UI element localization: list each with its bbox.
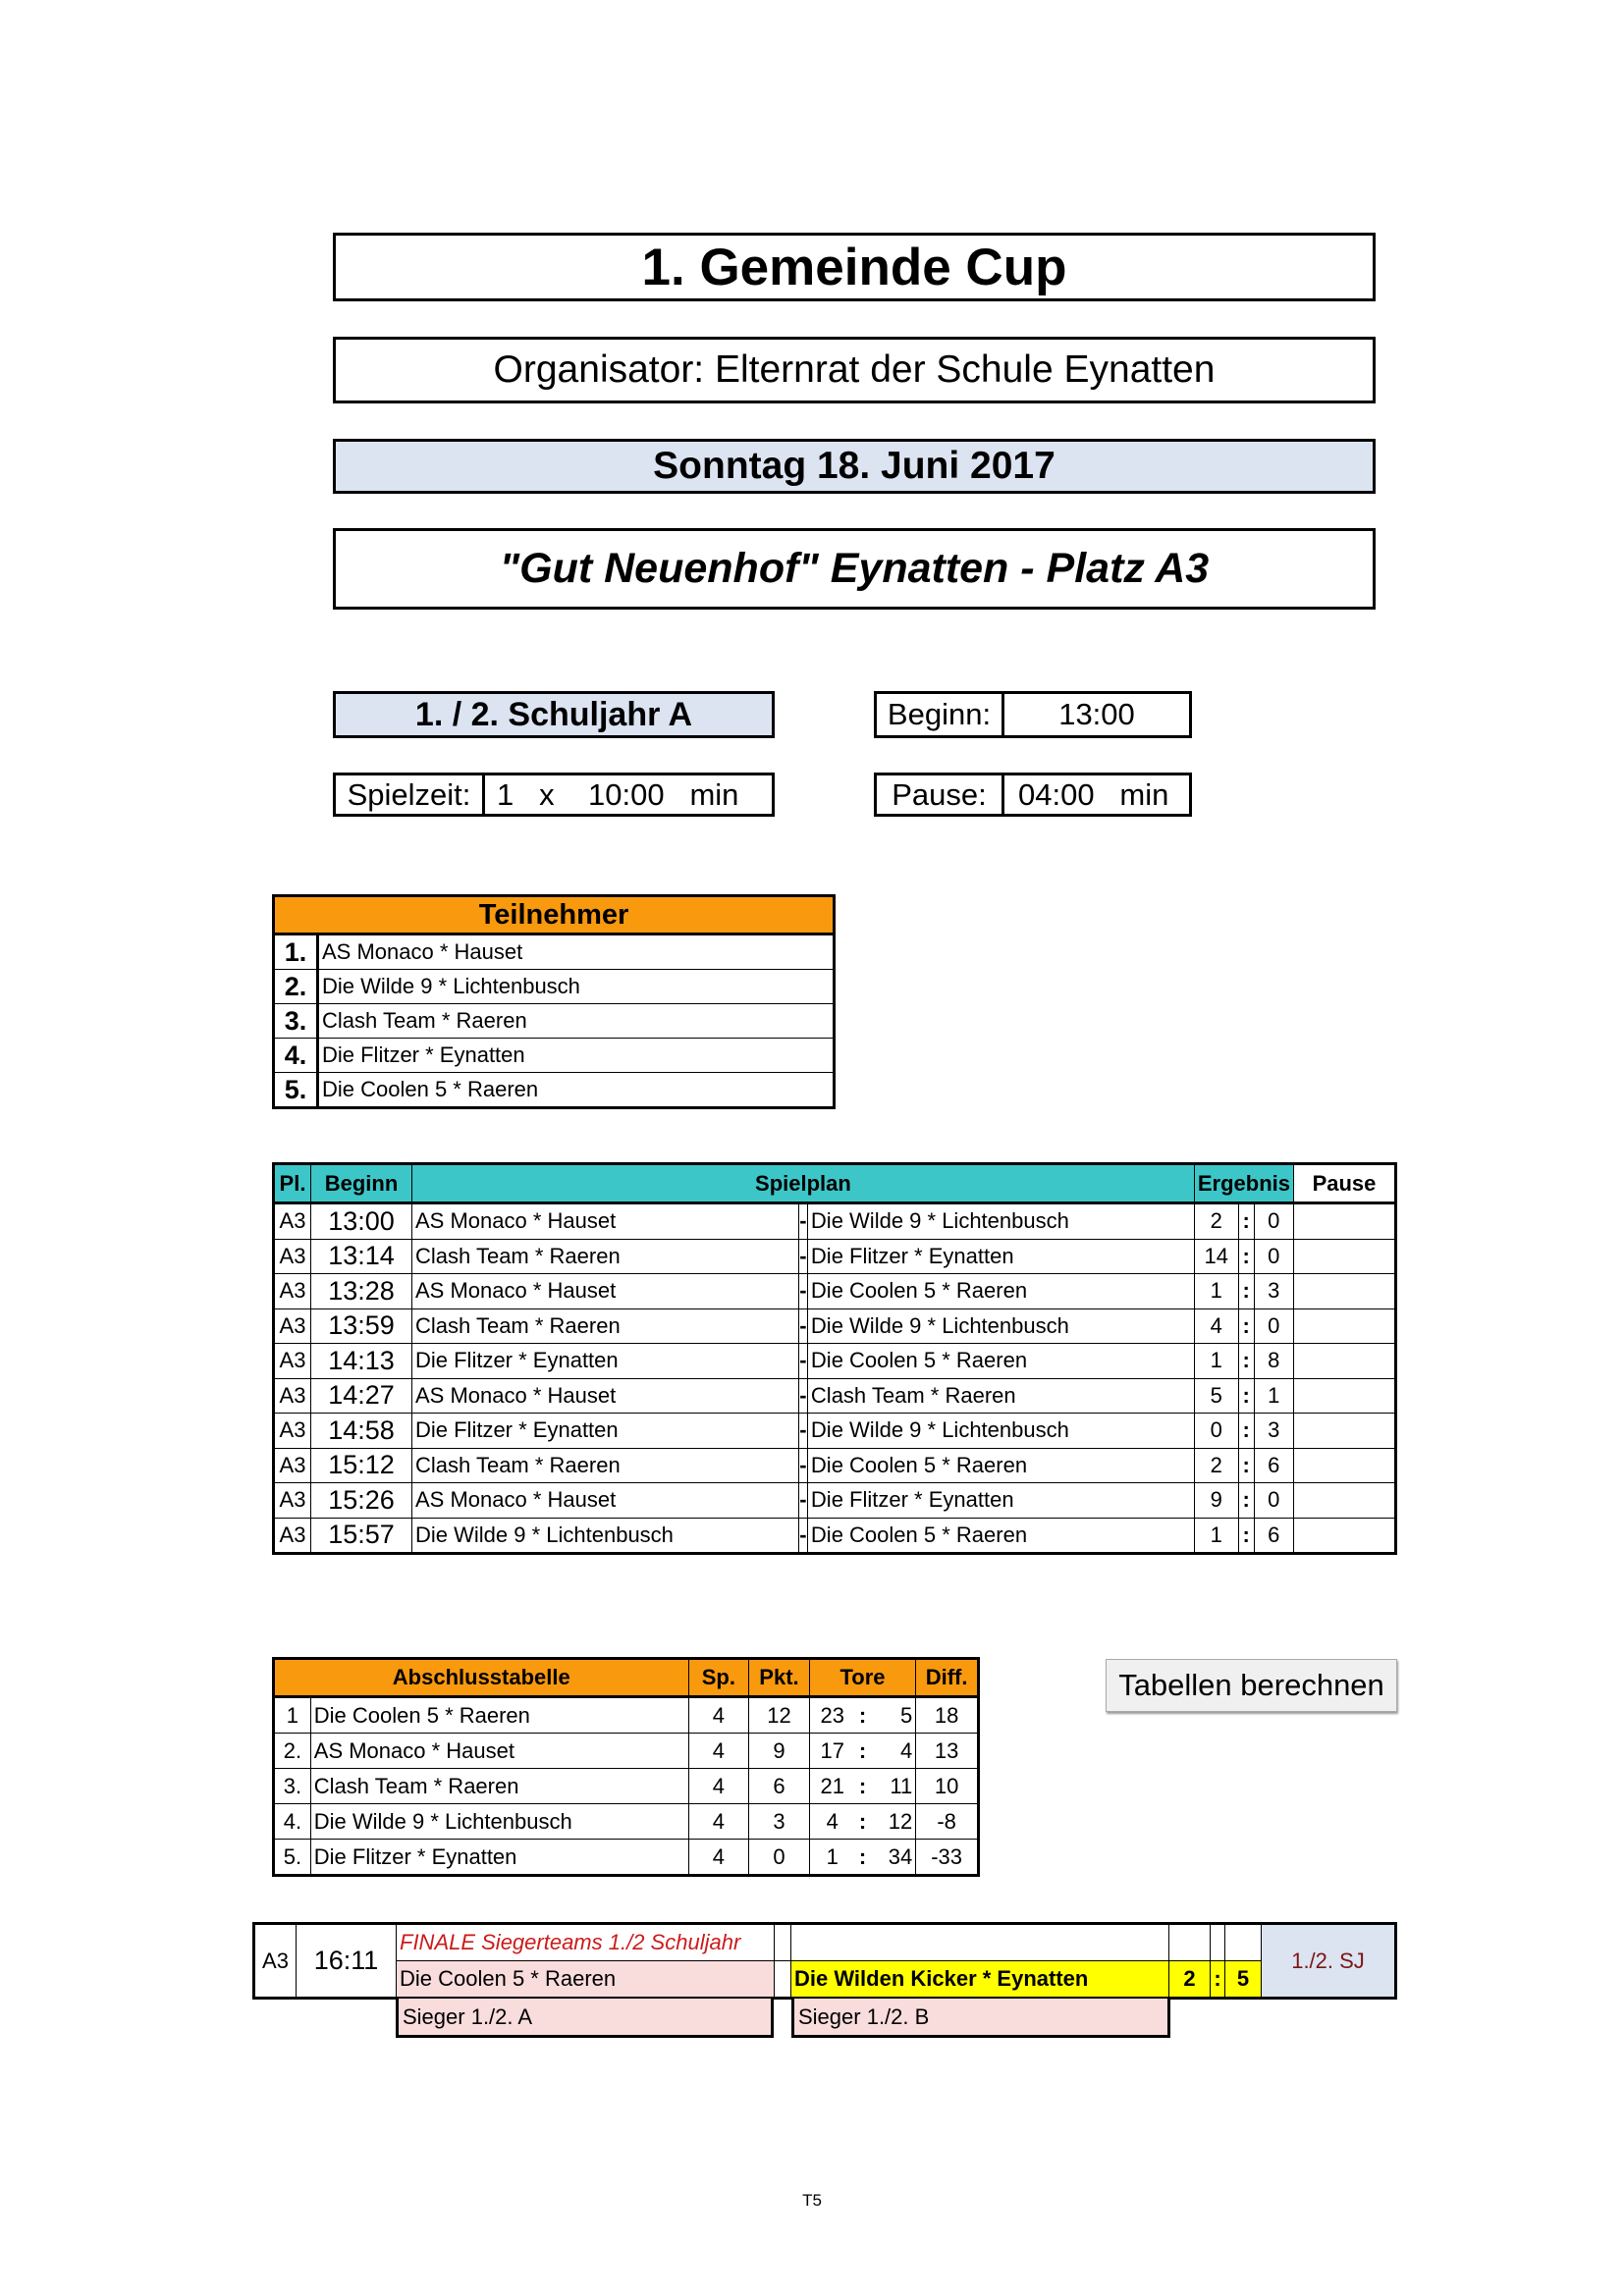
pause-value: 04:00 min (1018, 776, 1169, 812)
match-pause (1294, 1378, 1396, 1414)
match-dash: - (798, 1203, 807, 1240)
match-time: 13:00 (311, 1203, 412, 1240)
table-row (274, 1004, 835, 1039)
spielzeit-label: Spielzeit: (336, 775, 485, 814)
pause-field (874, 773, 1192, 817)
match-time: 13:59 (311, 1308, 412, 1344)
match-pause (1294, 1518, 1396, 1554)
table-row (274, 1344, 1396, 1379)
match-score-home: 2 (1194, 1203, 1238, 1240)
col-pl: Pl. (274, 1164, 311, 1203)
rank-cell: 5. (274, 1840, 311, 1876)
col-pause: Pause (1294, 1164, 1396, 1203)
spielzeit-value: 1 x 10:00 min (497, 776, 739, 812)
match-place: A3 (274, 1448, 311, 1483)
match-away-team: Die Coolen 5 * Raeren (807, 1518, 1194, 1554)
match-score-away: 0 (1254, 1483, 1293, 1519)
match-place: A3 (274, 1203, 311, 1240)
match-score-away: 3 (1254, 1274, 1293, 1309)
match-home-team: Clash Team * Raeren (412, 1308, 799, 1344)
goals-against: 34 (870, 1840, 915, 1876)
match-score-away: 0 (1254, 1203, 1293, 1240)
match-dash: - (798, 1483, 807, 1519)
match-score-home: 9 (1194, 1483, 1238, 1519)
goals-for: 23 (809, 1697, 854, 1734)
match-dash: - (798, 1448, 807, 1483)
match-place: A3 (274, 1378, 311, 1414)
match-time: 14:58 (311, 1414, 412, 1449)
table-row (274, 1073, 835, 1108)
match-score-away: 0 (1254, 1308, 1293, 1344)
match-time: 15:57 (311, 1518, 412, 1554)
table-row (274, 1769, 979, 1804)
table-row (274, 1308, 1396, 1344)
team-name: Die Coolen 5 * Raeren (310, 1697, 688, 1734)
goals-colon: : (855, 1769, 871, 1804)
match-place: A3 (274, 1274, 311, 1309)
col-beginn: Beginn (311, 1164, 412, 1203)
match-dash: - (798, 1378, 807, 1414)
col-sp: Sp. (688, 1659, 749, 1697)
match-score-away: 6 (1254, 1518, 1293, 1554)
page-title: 1. Gemeinde Cup (333, 233, 1376, 301)
table-row (274, 934, 835, 970)
finale-team-a: Die Coolen 5 * Raeren (397, 1961, 775, 1999)
match-score-home: 1 (1194, 1274, 1238, 1309)
row-number: 2. (274, 970, 318, 1004)
team-name: Die Wilde 9 * Lichtenbusch (310, 1804, 688, 1840)
match-colon: : (1238, 1414, 1254, 1449)
row-number: 5. (274, 1073, 318, 1108)
match-time: 15:26 (311, 1483, 412, 1519)
finale-sj: 1./2. SJ (1262, 1924, 1396, 1999)
games-played: 4 (688, 1840, 749, 1876)
match-score-home: 0 (1194, 1414, 1238, 1449)
beginn-label: Beginn: (877, 694, 1004, 735)
beginn-value: 13:00 (1058, 697, 1135, 731)
match-colon: : (1238, 1448, 1254, 1483)
goals-for: 1 (809, 1840, 854, 1876)
finale-time: 16:11 (297, 1924, 397, 1999)
match-score-home: 1 (1194, 1518, 1238, 1554)
match-home-team: Clash Team * Raeren (412, 1239, 799, 1274)
table-row (274, 1697, 979, 1734)
match-time: 14:13 (311, 1344, 412, 1379)
table-row (274, 1414, 1396, 1449)
row-number: 1. (274, 934, 318, 970)
spielplan-table (272, 1162, 1397, 1555)
table-row (274, 1804, 979, 1840)
match-place: A3 (274, 1344, 311, 1379)
finale-score-a: 2 (1169, 1961, 1211, 1999)
match-dash: - (798, 1274, 807, 1309)
match-home-team: AS Monaco * Hauset (412, 1203, 799, 1240)
match-place: A3 (274, 1414, 311, 1449)
goals-for: 4 (809, 1804, 854, 1840)
col-diff: Diff. (916, 1659, 979, 1697)
games-played: 4 (688, 1697, 749, 1734)
match-away-team: Die Flitzer * Eynatten (807, 1483, 1194, 1519)
match-away-team: Die Wilde 9 * Lichtenbusch (807, 1203, 1194, 1240)
match-away-team: Clash Team * Raeren (807, 1378, 1194, 1414)
team-name: Die Flitzer * Eynatten (318, 1039, 835, 1073)
table-row (274, 1483, 1396, 1519)
match-place: A3 (274, 1483, 311, 1519)
match-dash: - (798, 1308, 807, 1344)
goals-against: 4 (870, 1734, 915, 1769)
match-home-team: Die Flitzer * Eynatten (412, 1344, 799, 1379)
match-score-home: 5 (1194, 1378, 1238, 1414)
beginn-field (874, 691, 1192, 738)
venue-banner: "Gut Neuenhof" Eynatten - Platz A3 (333, 528, 1376, 610)
match-colon: : (1238, 1274, 1254, 1309)
table-row (274, 1274, 1396, 1309)
match-pause (1294, 1203, 1396, 1240)
match-colon: : (1238, 1203, 1254, 1240)
games-played: 4 (688, 1734, 749, 1769)
goal-diff: -33 (916, 1840, 979, 1876)
match-time: 13:14 (311, 1239, 412, 1274)
row-number: 4. (274, 1039, 318, 1073)
finale-score-b: 5 (1225, 1961, 1262, 1999)
date-banner: Sonntag 18. Juni 2017 (333, 439, 1376, 494)
table-row (274, 1039, 835, 1073)
match-away-team: Die Wilde 9 * Lichtenbusch (807, 1414, 1194, 1449)
match-score-home: 2 (1194, 1448, 1238, 1483)
pause-label: Pause: (877, 775, 1004, 814)
match-away-team: Die Coolen 5 * Raeren (807, 1274, 1194, 1309)
match-home-team: Clash Team * Raeren (412, 1448, 799, 1483)
match-home-team: AS Monaco * Hauset (412, 1483, 799, 1519)
col-pkt: Pkt. (749, 1659, 810, 1697)
teilnehmer-table (272, 894, 836, 1109)
sieger-a-label: Sieger 1./2. A (396, 1999, 774, 2038)
match-away-team: Die Coolen 5 * Raeren (807, 1344, 1194, 1379)
team-name: Clash Team * Raeren (310, 1769, 688, 1804)
match-pause (1294, 1239, 1396, 1274)
table-row (274, 1239, 1396, 1274)
match-place: A3 (274, 1518, 311, 1554)
goal-diff: 10 (916, 1769, 979, 1804)
team-name: AS Monaco * Hauset (318, 934, 835, 970)
match-home-team: AS Monaco * Hauset (412, 1378, 799, 1414)
match-score-home: 1 (1194, 1344, 1238, 1379)
match-colon: : (1238, 1308, 1254, 1344)
col-spielplan: Spielplan (412, 1164, 1195, 1203)
goals-against: 11 (870, 1769, 915, 1804)
match-home-team: Die Wilde 9 * Lichtenbusch (412, 1518, 799, 1554)
team-name: Die Coolen 5 * Raeren (318, 1073, 835, 1108)
match-score-away: 3 (1254, 1414, 1293, 1449)
goals-for: 17 (809, 1734, 854, 1769)
match-score-away: 1 (1254, 1378, 1293, 1414)
col-ergebnis: Ergebnis (1194, 1164, 1293, 1203)
table-row (274, 970, 835, 1004)
match-away-team: Die Wilde 9 * Lichtenbusch (807, 1308, 1194, 1344)
games-played: 4 (688, 1804, 749, 1840)
grade-label: 1. / 2. Schuljahr A (333, 691, 775, 738)
match-dash: - (798, 1344, 807, 1379)
match-score-away: 8 (1254, 1344, 1293, 1379)
finale-title: FINALE Siegerteams 1./2 Schuljahr (397, 1924, 775, 1961)
rank-cell: 1 (274, 1697, 311, 1734)
match-colon: : (1238, 1378, 1254, 1414)
match-pause (1294, 1483, 1396, 1519)
match-time: 15:12 (311, 1448, 412, 1483)
goals-for: 21 (809, 1769, 854, 1804)
points: 9 (749, 1734, 810, 1769)
match-dash: - (798, 1239, 807, 1274)
match-score-home: 4 (1194, 1308, 1238, 1344)
points: 6 (749, 1769, 810, 1804)
match-pause (1294, 1448, 1396, 1483)
goals-colon: : (855, 1697, 871, 1734)
rank-cell: 4. (274, 1804, 311, 1840)
sieger-b-label: Sieger 1./2. B (791, 1999, 1170, 2038)
goals-colon: : (855, 1840, 871, 1876)
match-dash: - (798, 1414, 807, 1449)
table-row (274, 1448, 1396, 1483)
match-pause (1294, 1414, 1396, 1449)
match-colon: : (1238, 1518, 1254, 1554)
table-row (274, 1203, 1396, 1240)
goal-diff: 18 (916, 1697, 979, 1734)
teilnehmer-header: Teilnehmer (274, 896, 835, 934)
table-row (274, 1378, 1396, 1414)
match-away-team: Die Flitzer * Eynatten (807, 1239, 1194, 1274)
points: 3 (749, 1804, 810, 1840)
match-place: A3 (274, 1308, 311, 1344)
match-away-team: Die Coolen 5 * Raeren (807, 1448, 1194, 1483)
col-tore: Tore (809, 1659, 915, 1697)
match-pause (1294, 1344, 1396, 1379)
goals-against: 5 (870, 1697, 915, 1734)
organizer-banner: Organisator: Elternrat der Schule Eynatten (333, 337, 1376, 403)
match-place: A3 (274, 1239, 311, 1274)
points: 12 (749, 1697, 810, 1734)
match-colon: : (1238, 1344, 1254, 1379)
games-played: 4 (688, 1769, 749, 1804)
team-name: Die Flitzer * Eynatten (310, 1840, 688, 1876)
match-score-away: 0 (1254, 1239, 1293, 1274)
finale-table: A3 16:11 FINALE Siegerteams 1./2 Schuljahr 1./2. SJ Die Coolen 5 * Raeren Die Wilden Kicker * Eynatten 2 : 5 (252, 1922, 1397, 2000)
team-name: Die Wilde 9 * Lichtenbusch (318, 970, 835, 1004)
match-time: 13:28 (311, 1274, 412, 1309)
match-colon: : (1238, 1239, 1254, 1274)
match-pause (1294, 1274, 1396, 1309)
match-score-away: 6 (1254, 1448, 1293, 1483)
match-colon: : (1238, 1483, 1254, 1519)
abschluss-table (272, 1657, 980, 1877)
match-time: 14:27 (311, 1378, 412, 1414)
goals-colon: : (855, 1734, 871, 1769)
finale-pl: A3 (254, 1924, 297, 1999)
finale-team-b: Die Wilden Kicker * Eynatten (791, 1961, 1169, 1999)
table-row (274, 1518, 1396, 1554)
table-row (274, 1734, 979, 1769)
table-row (274, 1840, 979, 1876)
rank-cell: 3. (274, 1769, 311, 1804)
goals-colon: : (855, 1804, 871, 1840)
rank-cell: 2. (274, 1734, 311, 1769)
goal-diff: 13 (916, 1734, 979, 1769)
points: 0 (749, 1840, 810, 1876)
match-pause (1294, 1308, 1396, 1344)
tabellen-berechnen-button[interactable]: Tabellen berechnen (1106, 1659, 1397, 1712)
page-footer: T5 (802, 2191, 822, 2210)
team-name: AS Monaco * Hauset (310, 1734, 688, 1769)
team-name: Clash Team * Raeren (318, 1004, 835, 1039)
row-number: 3. (274, 1004, 318, 1039)
abschluss-header: Abschlusstabelle (274, 1659, 689, 1697)
goal-diff: -8 (916, 1804, 979, 1840)
match-home-team: Die Flitzer * Eynatten (412, 1414, 799, 1449)
match-score-home: 14 (1194, 1239, 1238, 1274)
spielzeit-field (333, 773, 775, 817)
match-home-team: AS Monaco * Hauset (412, 1274, 799, 1309)
match-dash: - (798, 1518, 807, 1554)
goals-against: 12 (870, 1804, 915, 1840)
